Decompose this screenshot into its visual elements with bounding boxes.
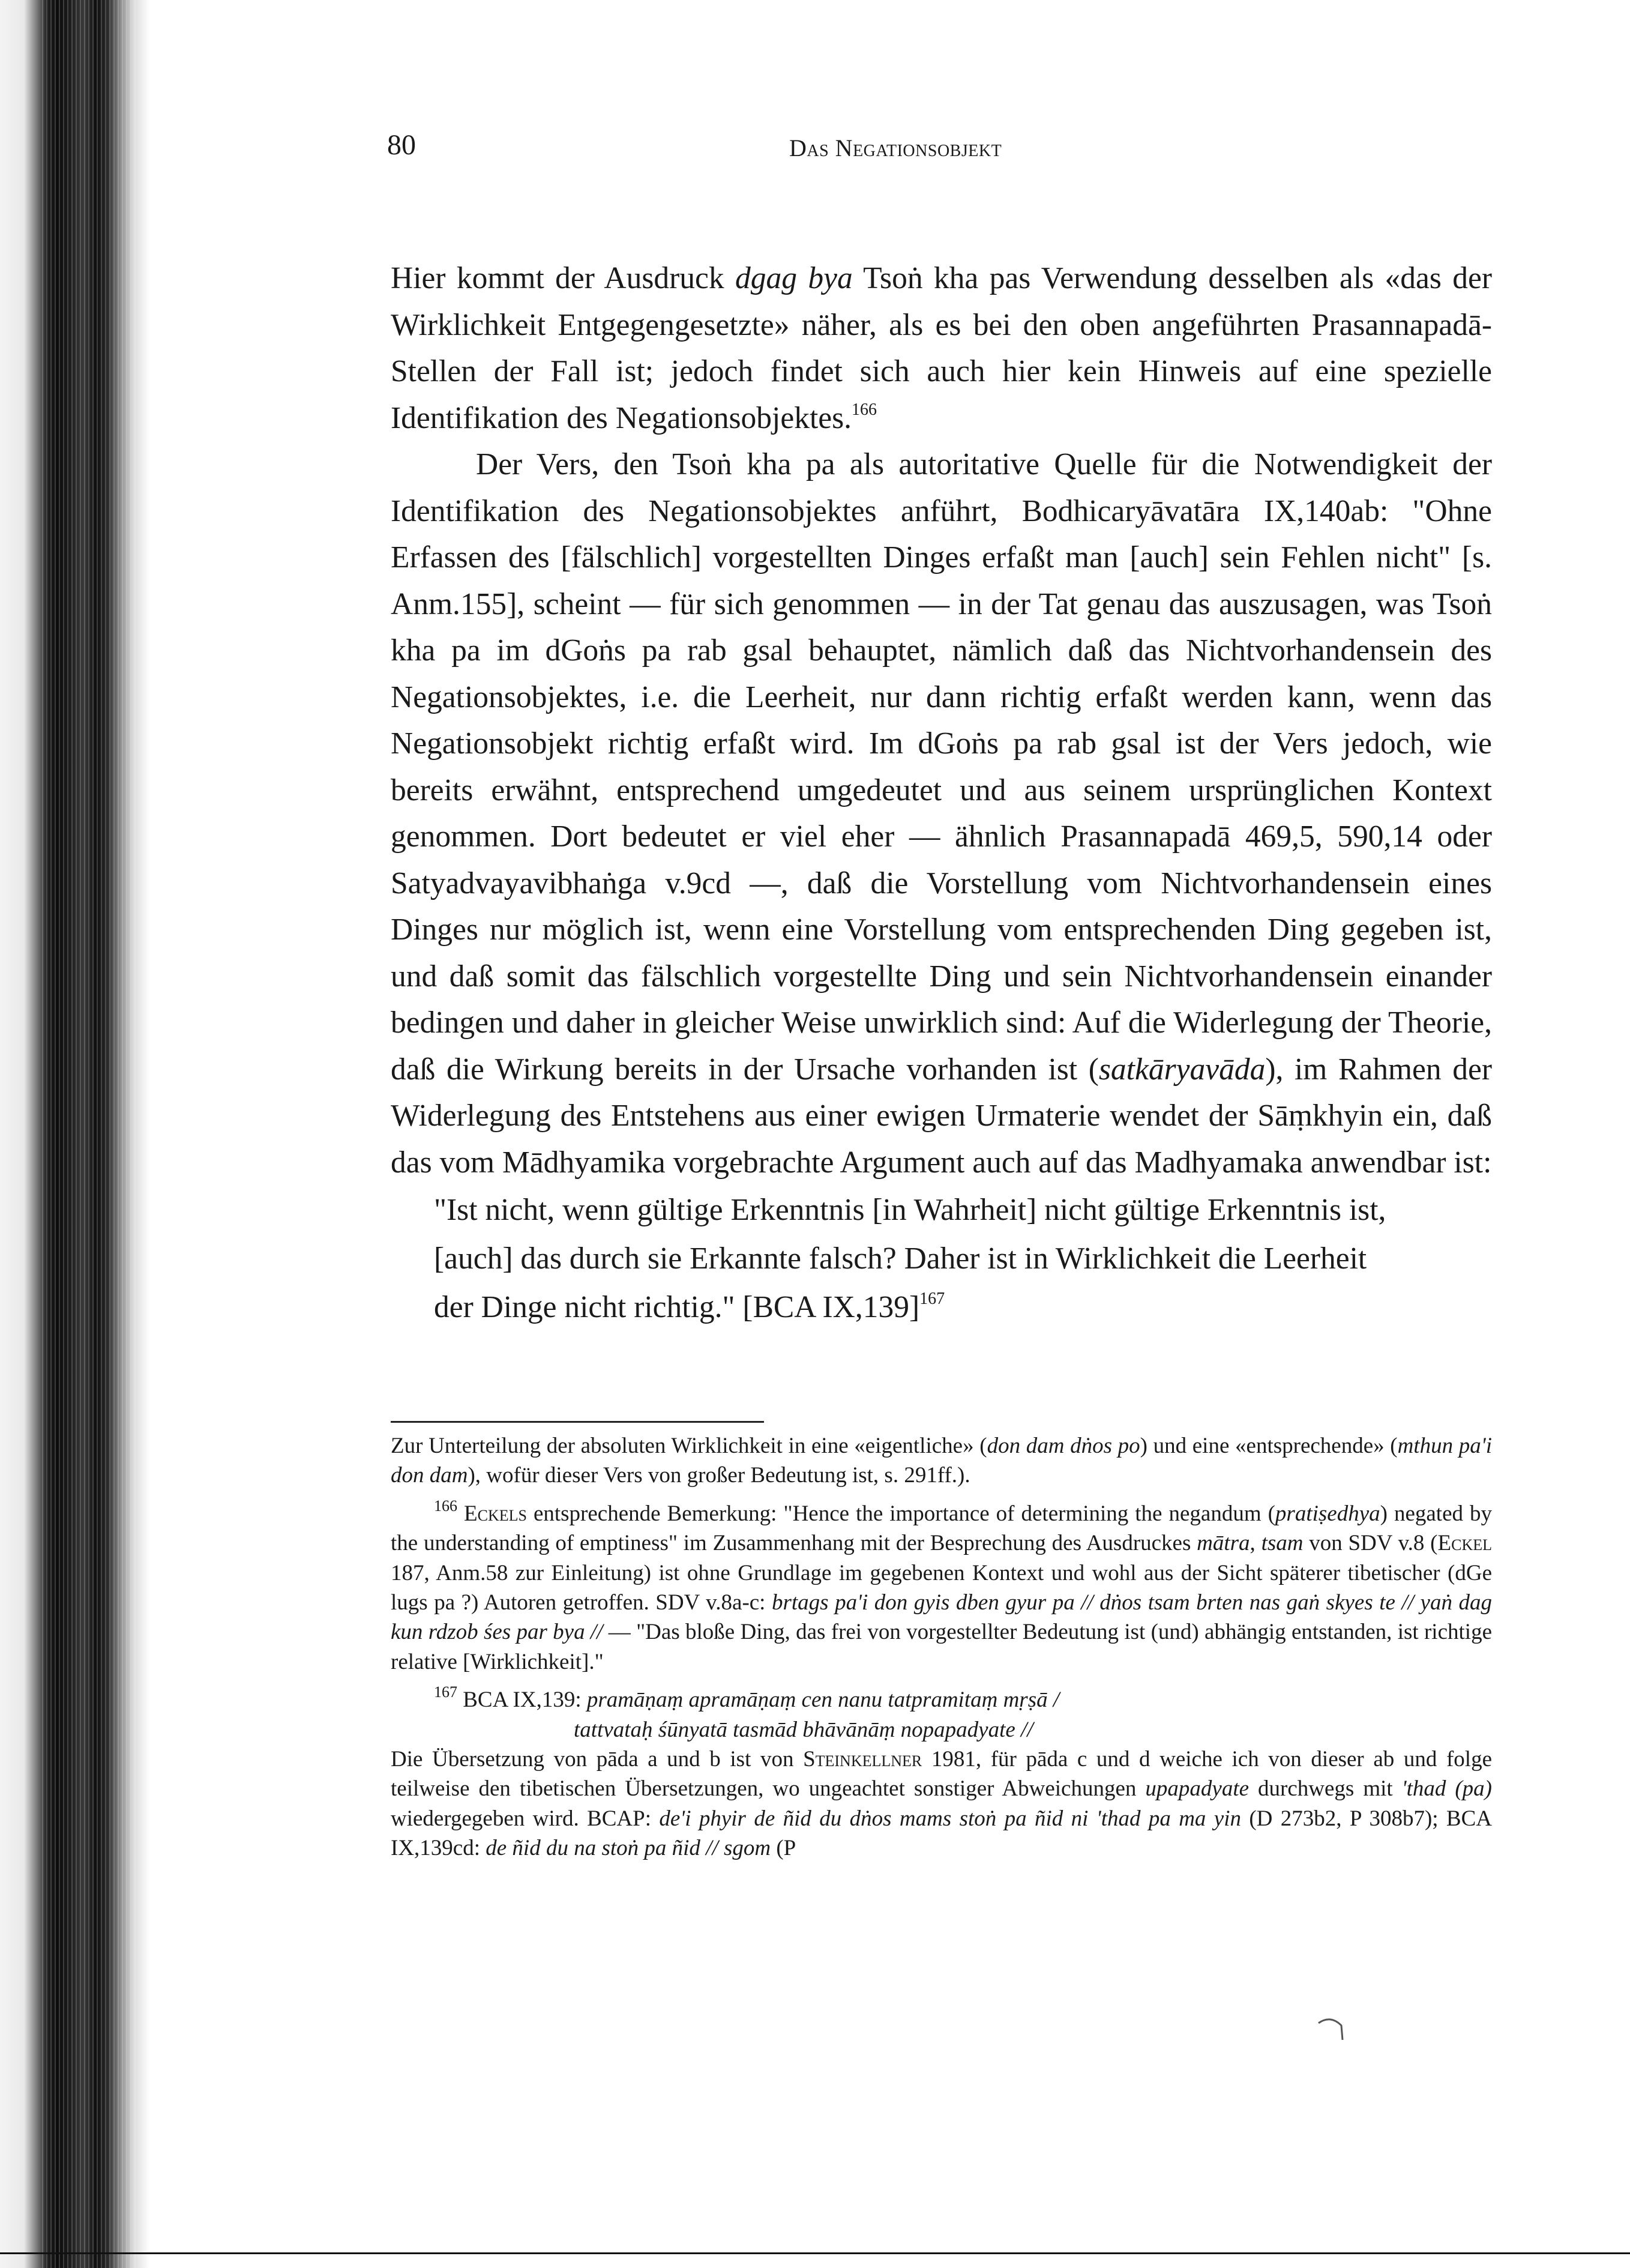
text-run: ), im Rahmen der Widerlegung des Entstehens aus einer ewigen Urmaterie wendet der Sāṃkhyin ein, daß das vom Mādhyamika vorgebrachte Argument auch auf das Madhyamaka anwendbar ist: (391, 1052, 1492, 1180)
scan-edge-line (0, 2252, 1630, 2254)
italic-term: pratiṣedhya (1275, 1501, 1380, 1526)
text-run: entsprechende Bemerkung: "Hence the importance of determining the negandum ( (526, 1501, 1275, 1526)
book-spine-texture (42, 0, 138, 2268)
footnote-167-verse (391, 1715, 1492, 1745)
text-run: ), wofür dieser Vers von großer Bedeutung ist, s. 291ff.). (468, 1463, 970, 1488)
footnote-continuation (391, 1431, 1492, 1491)
sanskrit-verse-line: pramāṇaṃ apramāṇaṃ cen nanu tatpramitaṃ mṛṣā / (586, 1687, 1060, 1713)
text-run: Tsoṅ kha pas Verwendung desselben als «das der Wirklichkeit Entgegengesetzte» näher, als es bei den oben angeführten Prasannapadā-Stellen der Fall ist; jedoch findet sich auch hier kein Hinweis auf eine spezielle Identifikation des Negationsobjektes. (391, 261, 1492, 435)
italic-term: mātra (1197, 1531, 1250, 1556)
italic-term: de'i phyir de ñid du dṅos mams stoṅ pa ñid ni 'thad pa ma yin (659, 1806, 1241, 1831)
text-run: Der Vers, den Tsoṅ kha pa als autoritative Quelle für die Notwendigkeit der Identifikation des Negationsobjektes anführt, Bodhicaryāvatāra IX,140ab: "Ohne Erfassen des [fälschlich] vorgestellten Dinges erfaßt man [auch] sein Fehlen nicht" [s. Anm.155], scheint — für sich genommen — in der Tat genau das auszusagen, was Tsoṅ kha pa im dGoṅs pa rab gsal behauptet, nämlich daß das Nichtvorhandensein des Negationsobjektes, i.e. die Leerheit, nur dann richtig erfaßt werden kann, wenn das Negationsobjekt richtig erfaßt wird. Im dGoṅs pa rab gsal ist der Vers jedoch, wie bereits erwähnt, entsprechend umgedeutet und aus seinem ursprünglichen Kontext genommen. Dort bedeutet er viel eher — ähnlich Prasannapadā 469,5, 590,14 oder Satyadvayavibhaṅga v.9cd —, daß die Vorstellung vom Nichtvorhandensein eines Dinges nur möglich ist, wenn eine Vorstellung vom entsprechenden Ding gegeben ist, und daß somit das fälschlich vorgestellte Ding und sein Nichtvorhandensein einander bedingen und daher in gleicher Weise unwirklich sind: Auf die Widerlegung der Theorie, daß die Wirkung bereits in der Ursache vorhanden ist ( (391, 447, 1492, 1087)
author-name: Eckels (464, 1501, 527, 1526)
footnote-rule (391, 1421, 764, 1423)
text-run: 187, Anm.58 zur Einleitung) ist ohne Grundlage im gegebenen Kontext und wohl aus der Sicht späterer tibetischer (dGe lugs pa ?) Autoren getroffen. SDV v.8a-c: (391, 1560, 1492, 1615)
text-run: (D 273b2, P 308b7); BCA IX,139cd: (391, 1806, 1492, 1861)
text-run: Die Übersetzung von pāda a und b ist von (391, 1747, 804, 1772)
quote-line: [auch] das durch sie Erkannte falsch? Daher ist in Wirklichkeit die Leerheit (434, 1241, 1367, 1276)
footnote-167-body (391, 1745, 1492, 1863)
footnote-167 (391, 1685, 1492, 1715)
text-run: — "Das bloße Ding, das frei von vorgestellter Bedeutung ist (und) abhängig entstanden, ist richtige relative [Wirklichkeit]." (391, 1620, 1492, 1674)
text-run: BCA IX,139: (463, 1687, 587, 1713)
page-number: 80 (387, 129, 416, 161)
main-text (391, 255, 1492, 1332)
italic-term: 'thad (pa) (1401, 1776, 1493, 1802)
text-run: , (1250, 1531, 1262, 1556)
text-run: Zur Unterteilung der absoluten Wirklichkeit in eine «eigentliche» ( (391, 1434, 987, 1458)
italic-term: dgag bya (735, 261, 853, 295)
footnote-ref: 166 (852, 400, 877, 419)
text-run: 1981, für pāda c und d weiche ich von dieser ab und folge teilweise den tibetischen Übersetzungen, wo ungeachtet sonstiger Abweichungen (391, 1747, 1493, 1802)
italic-term: mthun pa'i don dam (391, 1434, 1492, 1488)
text-run: Hier kommt der Ausdruck (391, 261, 736, 295)
italic-term: satkāryavāda (1098, 1052, 1266, 1087)
paragraph-1 (391, 255, 1492, 441)
text-run: wiedergegeben wird. BCAP: (391, 1806, 660, 1831)
footnote-number: 167 (434, 1683, 457, 1701)
text-run: ) und eine «entsprechende» ( (1140, 1434, 1398, 1458)
author-name: Steinkellner (803, 1747, 922, 1772)
footnotes (391, 1431, 1492, 1863)
italic-term: de ñid du na stoṅ pa ñid // sgom (486, 1836, 771, 1861)
quote-line: "Ist nicht, wenn gültige Erkenntnis [in Wahrheit] nicht gültige Erkenntnis ist, (434, 1193, 1386, 1227)
running-title: Das Negationsobjekt (789, 134, 1002, 161)
italic-term: tsam (1261, 1531, 1304, 1556)
italic-term: don dam dṅos po (987, 1434, 1140, 1458)
text-run: von SDV v.8 ( (1303, 1531, 1438, 1556)
quote-line: der Dinge nicht richtig." [BCA IX,139] (434, 1290, 920, 1324)
italic-term: upapadyate (1145, 1776, 1250, 1802)
text-run: durchwegs mit (1249, 1776, 1402, 1802)
footnote-166 (391, 1499, 1492, 1677)
paragraph-2 (391, 441, 1492, 1186)
pencil-mark-icon (1316, 2012, 1349, 2045)
block-quote (434, 1186, 1492, 1332)
italic-term: brtags pa'i don gyis dben gyur pa // dṅos tsam brten nas gaṅ skyes te // yaṅ dag kun rdzob śes par bya // (391, 1590, 1492, 1645)
author-name: Eckel (1437, 1531, 1492, 1556)
footnote-number: 166 (434, 1497, 457, 1515)
text-run: (P (771, 1836, 796, 1861)
text-run: ) negated by the understanding of emptiness" im Zusammenhang mit der Besprechung des Ausdruckes (391, 1501, 1492, 1556)
sanskrit-verse-line: tattvataḥ śūnyatā tasmād bhāvānāṃ nopapadyate // (574, 1717, 1033, 1742)
footnote-ref: 167 (919, 1289, 945, 1308)
